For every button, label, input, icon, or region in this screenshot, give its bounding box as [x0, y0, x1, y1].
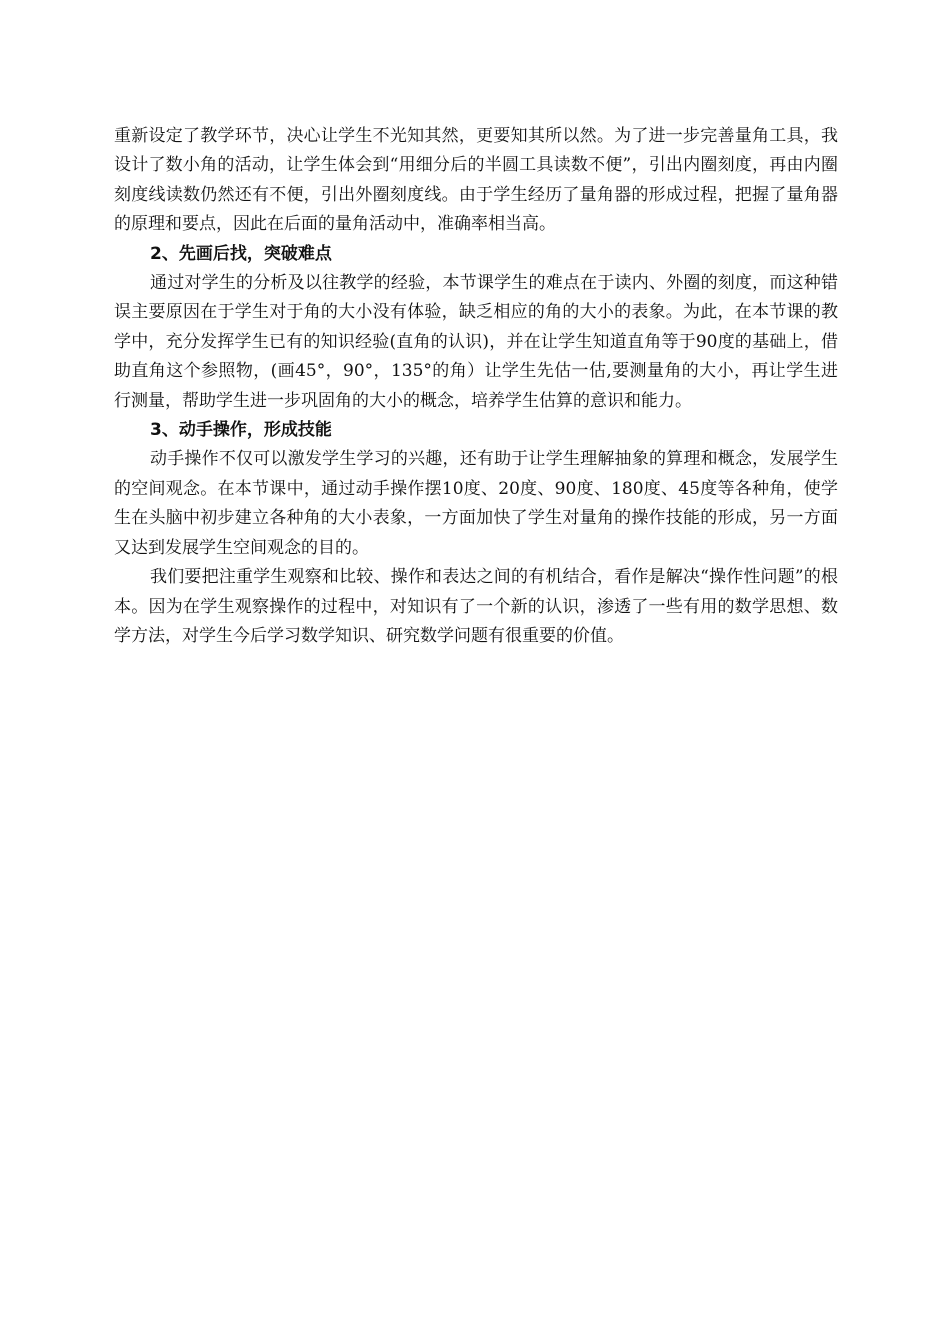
- paragraph-difficulty: 通过对学生的分析及以往教学的经验，本节课学生的难点在于读内、外圈的刻度，而这种错误主要原因在于学生对于角的大小没有体验，缺乏相应的角的大小的表象。为此，在本节课的教学中，充分发挥学生已有的知识经验(直角的认识)，并在让学生知道直角等于90度的基础上，借助直角这个参照物，(画45°，90°，135°的角）让学生先估一估,要测量角的大小，再让学生进行测量，帮助学生进一步巩固角的大小的概念，培养学生估算的意识和能力。: [114, 273, 838, 411]
- paragraph-hands-on: 动手操作不仅可以激发学生学习的兴趣，还有助于让学生理解抽象的算理和概念，发展学生的空间观念。在本节课中，通过动手操作摆10度、20度、90度、180度、45度等各种角，使学生在头脑中初步建立各种角的大小表象，一方面加快了学生对量角的操作技能的形成，另一方面又达到发展学生空间观念的目的。: [114, 449, 838, 558]
- paragraph-continuation: 重新设定了教学环节，决心让学生不光知其然，更要知其所以然。为了进一步完善量角工具，我设计了数小角的活动，让学生体会到“用细分后的半圆工具读数不便”，引出内圈刻度，再由内圈刻度线读数仍然还有不便，引出外圈刻度线。由于学生经历了量角器的形成过程，把握了量角器的原理和要点，因此在后面的量角活动中，准确率相当高。: [114, 126, 838, 235]
- document-page: [114, 122, 838, 651]
- paragraph-conclusion: 我们要把注重学生观察和比较、操作和表达之间的有机结合，看作是解决“操作性问题”的根本。因为在学生观察操作的过程中，对知识有了一个新的认识，渗透了一些有用的数学思想、数学方法，对学生今后学习数学知识、研究数学问题有很重要的价值。: [114, 567, 838, 646]
- section-heading-2: 2、先画后找，突破难点: [150, 243, 332, 264]
- section-heading-3: 3、动手操作，形成技能: [150, 420, 332, 441]
